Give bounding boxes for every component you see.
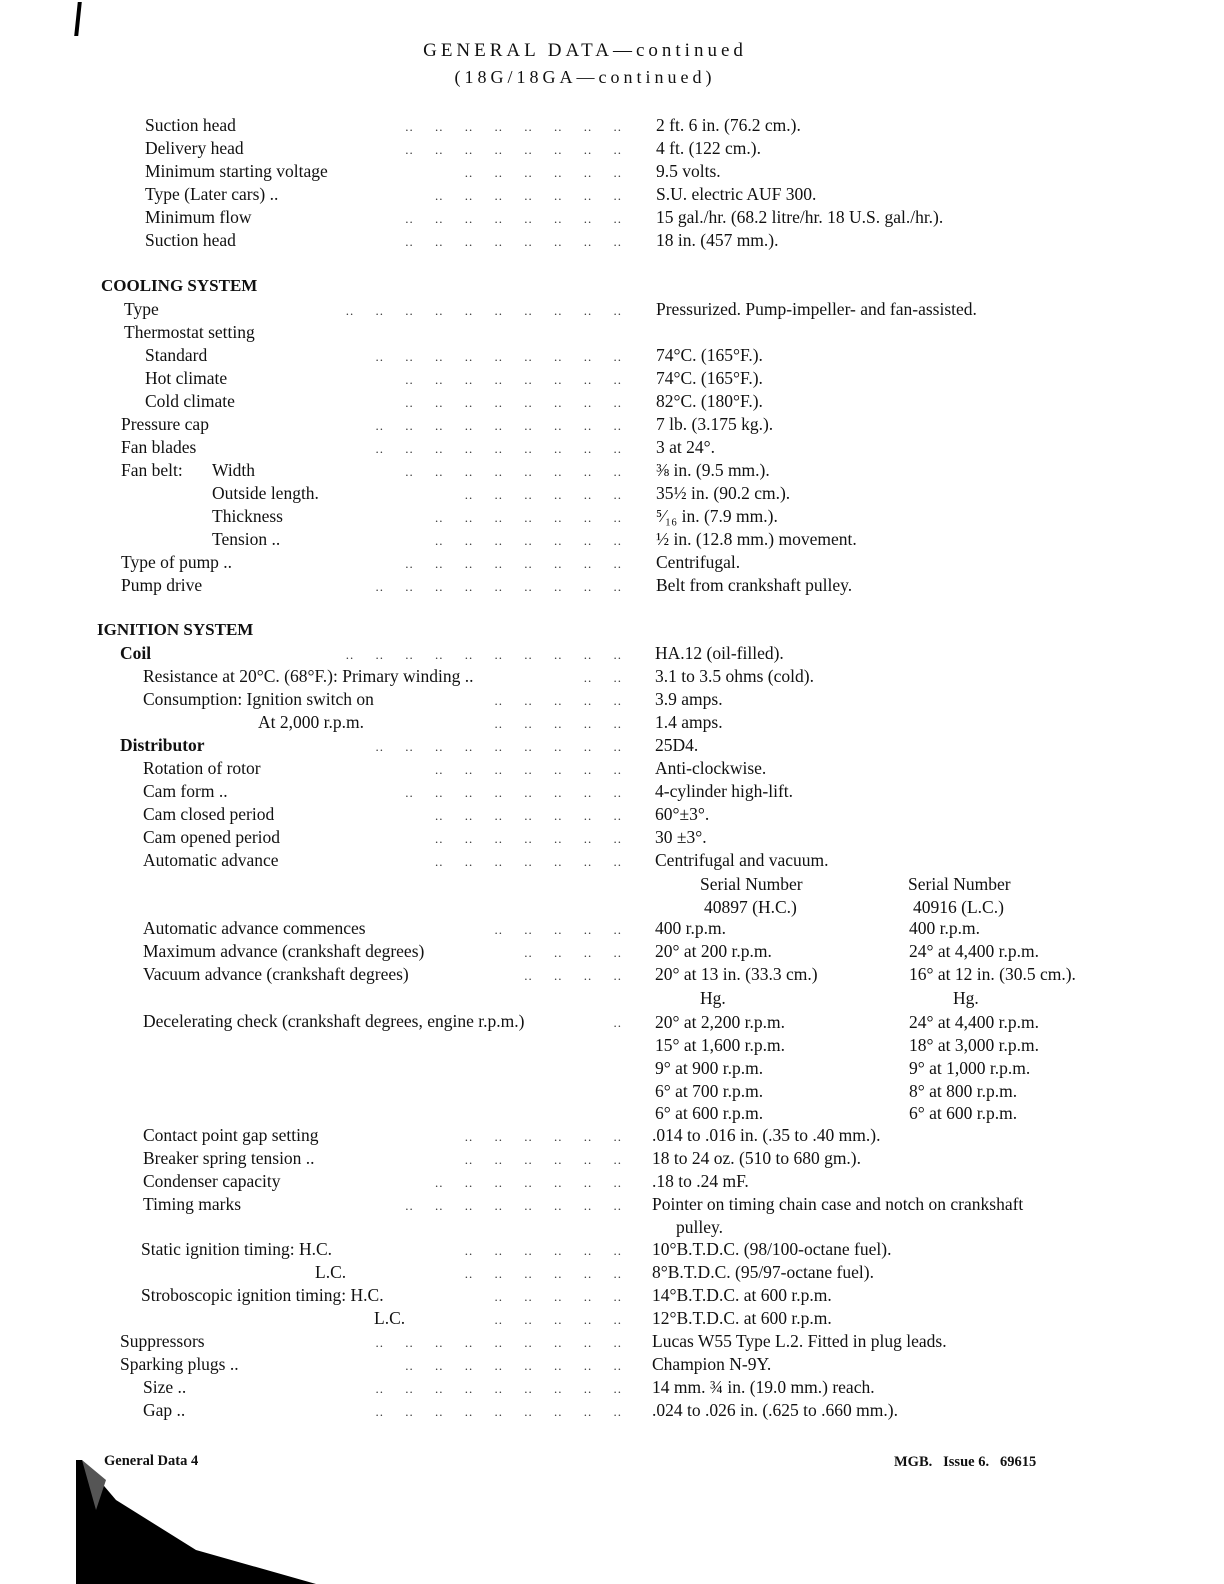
row-value: 4-cylinder high-lift.	[655, 781, 794, 801]
row-value-hc: 400 r.p.m.	[655, 918, 726, 938]
row-label: Pressure cap	[121, 414, 209, 434]
row-value-continuation: pulley.	[676, 1217, 723, 1237]
row-label: Hot climate	[145, 368, 228, 388]
footer-page-label: General Data 4	[104, 1453, 199, 1469]
leader-dots: .. ..	[583, 670, 622, 685]
row-value: Centrifugal.	[656, 552, 741, 572]
decel-hc: 15° at 1,600 r.p.m.	[655, 1035, 785, 1055]
leader-dots: .. .. .. .. .. .. ..	[435, 808, 622, 823]
leader-dots: .. .. .. .. .. .. .. ..	[405, 556, 622, 571]
decel-hc: 6° at 700 r.p.m.	[655, 1081, 764, 1101]
leader-dots: .. .. .. .. .. .. .. .. ..	[375, 739, 622, 754]
leader-dots: .. .. .. .. ..	[494, 1312, 622, 1327]
row-value: 4 ft. (122 cm.).	[656, 138, 761, 158]
row-value-lc: 16° at 12 in. (30.5 cm.).	[909, 964, 1076, 984]
row-value-lc: 400 r.p.m.	[909, 918, 980, 938]
leader-dots: .. .. .. .. ..	[494, 1289, 622, 1304]
leader-dots: .. .. .. ..	[524, 968, 622, 983]
row-label: Outside length.	[212, 483, 319, 503]
serial-header-hc-line1: Serial Number	[700, 874, 803, 894]
leader-dots: .. .. .. .. .. .. .. .. ..	[375, 1404, 622, 1419]
row-label: Suction head	[145, 230, 236, 250]
row-label: Contact point gap setting	[143, 1125, 319, 1145]
row-value-hc: 20° at 13 in. (33.3 cm.)	[655, 964, 818, 984]
leader-dots: .. .. .. .. .. .. .. ..	[405, 142, 622, 157]
leader-dots: .. .. .. .. .. ..	[464, 1152, 622, 1167]
row-label: Cam closed period	[143, 804, 275, 824]
leader-dots: .. .. .. .. .. ..	[464, 1266, 622, 1281]
leader-dots: .. .. .. .. .. .. ..	[435, 533, 622, 548]
row-label: Thermostat setting	[124, 322, 255, 342]
decel-lc: 18° at 3,000 r.p.m.	[909, 1035, 1039, 1055]
row-value: S.U. electric AUF 300.	[656, 184, 817, 204]
row-value: 74°C. (165°F.).	[656, 368, 763, 388]
row-value: 18 to 24 oz. (510 to 680 gm.).	[652, 1148, 862, 1168]
row-label: Condenser capacity	[143, 1171, 281, 1191]
row-value: 9.5 volts.	[656, 161, 721, 181]
row-label: Suppressors	[120, 1331, 205, 1351]
row-value: 2 ft. 6 in. (76.2 cm.).	[656, 115, 801, 135]
decel-lc: 8° at 800 r.p.m.	[909, 1081, 1018, 1101]
row-label: L.C.	[374, 1308, 406, 1328]
leader-dots: .. .. .. .. .. .. ..	[435, 1175, 622, 1190]
row-value: 18 in. (457 mm.).	[656, 230, 779, 250]
row-value: 35½ in. (90.2 cm.).	[656, 483, 791, 503]
leader-dots: .. .. .. .. ..	[494, 922, 622, 937]
row-label-decel: Decelerating check (crankshaft degrees, engine r.p.m.)	[143, 1011, 525, 1031]
row-value: 3.1 to 3.5 ohms (cold).	[655, 666, 814, 686]
row-value: ½ in. (12.8 mm.) movement.	[656, 529, 857, 549]
row-label: Standard	[145, 345, 208, 365]
leader-dots: .. .. .. .. .. ..	[464, 1129, 622, 1144]
row-label: Type of pump ..	[121, 552, 233, 572]
leader-dots: .. .. .. .. .. .. ..	[435, 762, 622, 777]
hg-lc: Hg.	[953, 988, 979, 1008]
serial-header-lc-line1: Serial Number	[908, 874, 1011, 894]
row-value-hc: 20° at 200 r.p.m.	[655, 941, 772, 961]
row-value: ⅜ in. (9.5 mm.).	[656, 460, 770, 480]
leader-dots: .. .. .. .. .. .. .. ..	[405, 372, 622, 387]
row-label: Timing marks	[143, 1194, 242, 1214]
scan-mark-top	[74, 2, 82, 36]
row-value: Champion N-9Y.	[652, 1354, 772, 1374]
row-value: 30 ±3°.	[655, 827, 707, 847]
serial-header-hc-line2: 40897 (H.C.)	[704, 897, 797, 917]
row-label-distributor: Distributor	[120, 735, 205, 755]
leader-dots: .. .. .. .. .. ..	[464, 1243, 622, 1258]
row-label: Thickness	[212, 506, 283, 526]
row-value: 60°±3°.	[655, 804, 710, 824]
leader-dots: .. .. .. .. .. .. .. ..	[405, 211, 622, 226]
row-sublabel: Width	[212, 460, 256, 480]
leader-dots: .. .. .. .. .. .. .. ..	[405, 1358, 622, 1373]
row-label: Fan blades	[121, 437, 197, 457]
leader-dots: .. .. .. .. .. .. .. ..	[405, 464, 622, 479]
row-label: Consumption: Ignition switch on	[143, 689, 374, 709]
row-value: Anti-clockwise.	[655, 758, 767, 778]
leader-dots: .. .. .. .. .. .. .. ..	[405, 785, 622, 800]
row-label: L.C.	[315, 1262, 347, 1282]
row-label: Fan belt:	[121, 460, 183, 480]
row-label: Sparking plugs ..	[120, 1354, 239, 1374]
decel-hc: 20° at 2,200 r.p.m.	[655, 1012, 785, 1032]
leader-dots: .. .. .. .. .. ..	[464, 487, 622, 502]
leader-dots: .. .. .. .. .. .. .. .. ..	[375, 418, 622, 433]
row-label: Type	[124, 299, 159, 319]
leader-dots: .. .. .. .. .. .. ..	[435, 831, 622, 846]
row-value: 8°B.T.D.C. (95/97-octane fuel).	[652, 1262, 874, 1282]
row-label: Minimum starting voltage	[145, 161, 328, 181]
row-value: Pressurized. Pump-impeller- and fan-assisted.	[656, 299, 977, 319]
row-value: .014 to .016 in. (.35 to .40 mm.).	[652, 1125, 881, 1145]
leader-dots: .. .. .. .. .. .. .. ..	[405, 119, 622, 134]
row-value: 3 at 24°.	[656, 437, 716, 457]
row-label: Rotation of rotor	[143, 758, 261, 778]
row-value: Pointer on timing chain case and notch on crankshaft	[652, 1194, 1024, 1214]
row-value: .024 to .026 in. (.625 to .660 mm.).	[652, 1400, 898, 1420]
row-label: Resistance at 20°C. (68°F.): Primary winding ..	[143, 666, 474, 686]
row-value: 14°B.T.D.C. at 600 r.p.m.	[652, 1285, 832, 1305]
page-subtitle: (18G/18GA—continued)	[454, 67, 716, 87]
hg-hc: Hg.	[700, 988, 726, 1008]
row-label: Cam form ..	[143, 781, 228, 801]
decel-lc: 9° at 1,000 r.p.m.	[909, 1058, 1031, 1078]
decel-hc: 9° at 900 r.p.m.	[655, 1058, 764, 1078]
row-value: Lucas W55 Type L.2. Fitted in plug leads.	[652, 1331, 947, 1351]
row-label-coil: Coil	[120, 643, 152, 663]
row-value: 3.9 amps.	[655, 689, 723, 709]
row-value: 74°C. (165°F.).	[656, 345, 763, 365]
leader-dots: .. .. .. .. .. .. .. .. ..	[375, 1381, 622, 1396]
row-label: Gap ..	[143, 1400, 186, 1420]
serial-header-lc-line2: 40916 (L.C.)	[913, 897, 1004, 917]
row-label: Cold climate	[145, 391, 235, 411]
row-value: 14 mm. ¾ in. (19.0 mm.) reach.	[652, 1377, 875, 1397]
row-label: Stroboscopic ignition timing: H.C.	[141, 1285, 384, 1305]
leader-dots: .. .. .. ..	[524, 945, 622, 960]
section-heading-ignition: IGNITION SYSTEM	[97, 620, 254, 639]
row-label: Breaker spring tension ..	[143, 1148, 315, 1168]
row-value: 25D4.	[655, 735, 699, 755]
row-label: Type (Later cars) ..	[145, 184, 279, 204]
leader-dots: .. .. .. .. .. .. ..	[435, 854, 622, 869]
footer-issue: MGB. Issue 6. 69615	[894, 1454, 1037, 1470]
leader-dots: .. .. .. .. .. .. .. ..	[405, 234, 622, 249]
row-value: 1.4 amps.	[655, 712, 723, 732]
row-value: 12°B.T.D.C. at 600 r.p.m.	[652, 1308, 832, 1328]
row-value: 10°B.T.D.C. (98/100-octane fuel).	[652, 1239, 892, 1259]
leader-dots: .. .. .. .. .. .. .. ..	[405, 1198, 622, 1213]
row-value: 82°C. (180°F.).	[656, 391, 763, 411]
row-label: Minimum flow	[145, 207, 252, 227]
row-value: 15 gal./hr. (68.2 litre/hr. 18 U.S. gal./hr.).	[656, 207, 944, 227]
section-heading-cooling: COOLING SYSTEM	[101, 276, 258, 295]
leader-dots: .. .. .. .. .. .. .. .. .. ..	[345, 647, 622, 662]
row-label: Pump drive	[121, 575, 203, 595]
leader-dots: .. .. .. .. .. .. .. ..	[405, 395, 622, 410]
leader-dots: .. .. .. .. .. .. ..	[435, 188, 622, 203]
page-title: GENERAL DATA—continued	[423, 40, 747, 61]
decel-lc: 24° at 4,400 r.p.m.	[909, 1012, 1039, 1032]
row-label: Automatic advance	[143, 850, 279, 870]
decel-hc: 6° at 600 r.p.m.	[655, 1103, 764, 1123]
decel-lc: 6° at 600 r.p.m.	[909, 1103, 1018, 1123]
leader-dots: ..	[613, 1015, 622, 1030]
row-label: Size ..	[143, 1377, 187, 1397]
row-label: Tension ..	[212, 529, 281, 549]
row-label: Automatic advance commences	[143, 918, 366, 938]
leader-dots: .. .. .. .. .. .. .. .. ..	[375, 349, 622, 364]
leader-dots: .. .. .. .. .. .. .. .. ..	[375, 579, 622, 594]
row-value-lc: 24° at 4,400 r.p.m.	[909, 941, 1039, 961]
leader-dots: .. .. .. .. .. .. ..	[435, 510, 622, 525]
row-label: Maximum advance (crankshaft degrees)	[143, 941, 425, 961]
row-label: Static ignition timing: H.C.	[141, 1239, 333, 1259]
leader-dots: .. .. .. .. .. .. .. .. .. ..	[345, 303, 622, 318]
leader-dots: .. .. .. .. .. .. .. .. ..	[375, 1335, 622, 1350]
row-label: Suction head	[145, 115, 236, 135]
row-value: Centrifugal and vacuum.	[655, 850, 829, 870]
row-value: Belt from crankshaft pulley.	[656, 575, 853, 595]
leader-dots: .. .. .. .. ..	[494, 693, 622, 708]
leader-dots: .. .. .. .. .. ..	[464, 165, 622, 180]
leader-dots: .. .. .. .. .. .. .. .. ..	[375, 441, 622, 456]
row-label: Delivery head	[145, 138, 244, 158]
row-value: HA.12 (oil-filled).	[655, 643, 784, 663]
row-label: At 2,000 r.p.m.	[258, 712, 364, 732]
leader-dots: .. .. .. .. ..	[494, 716, 622, 731]
row-value: ⁵⁄₁₆ in. (7.9 mm.).	[656, 506, 778, 526]
row-value: .18 to .24 mF.	[652, 1171, 749, 1191]
row-label: Vacuum advance (crankshaft degrees)	[143, 964, 409, 984]
row-label: Cam opened period	[143, 827, 281, 847]
row-value: 7 lb. (3.175 kg.).	[656, 414, 774, 434]
